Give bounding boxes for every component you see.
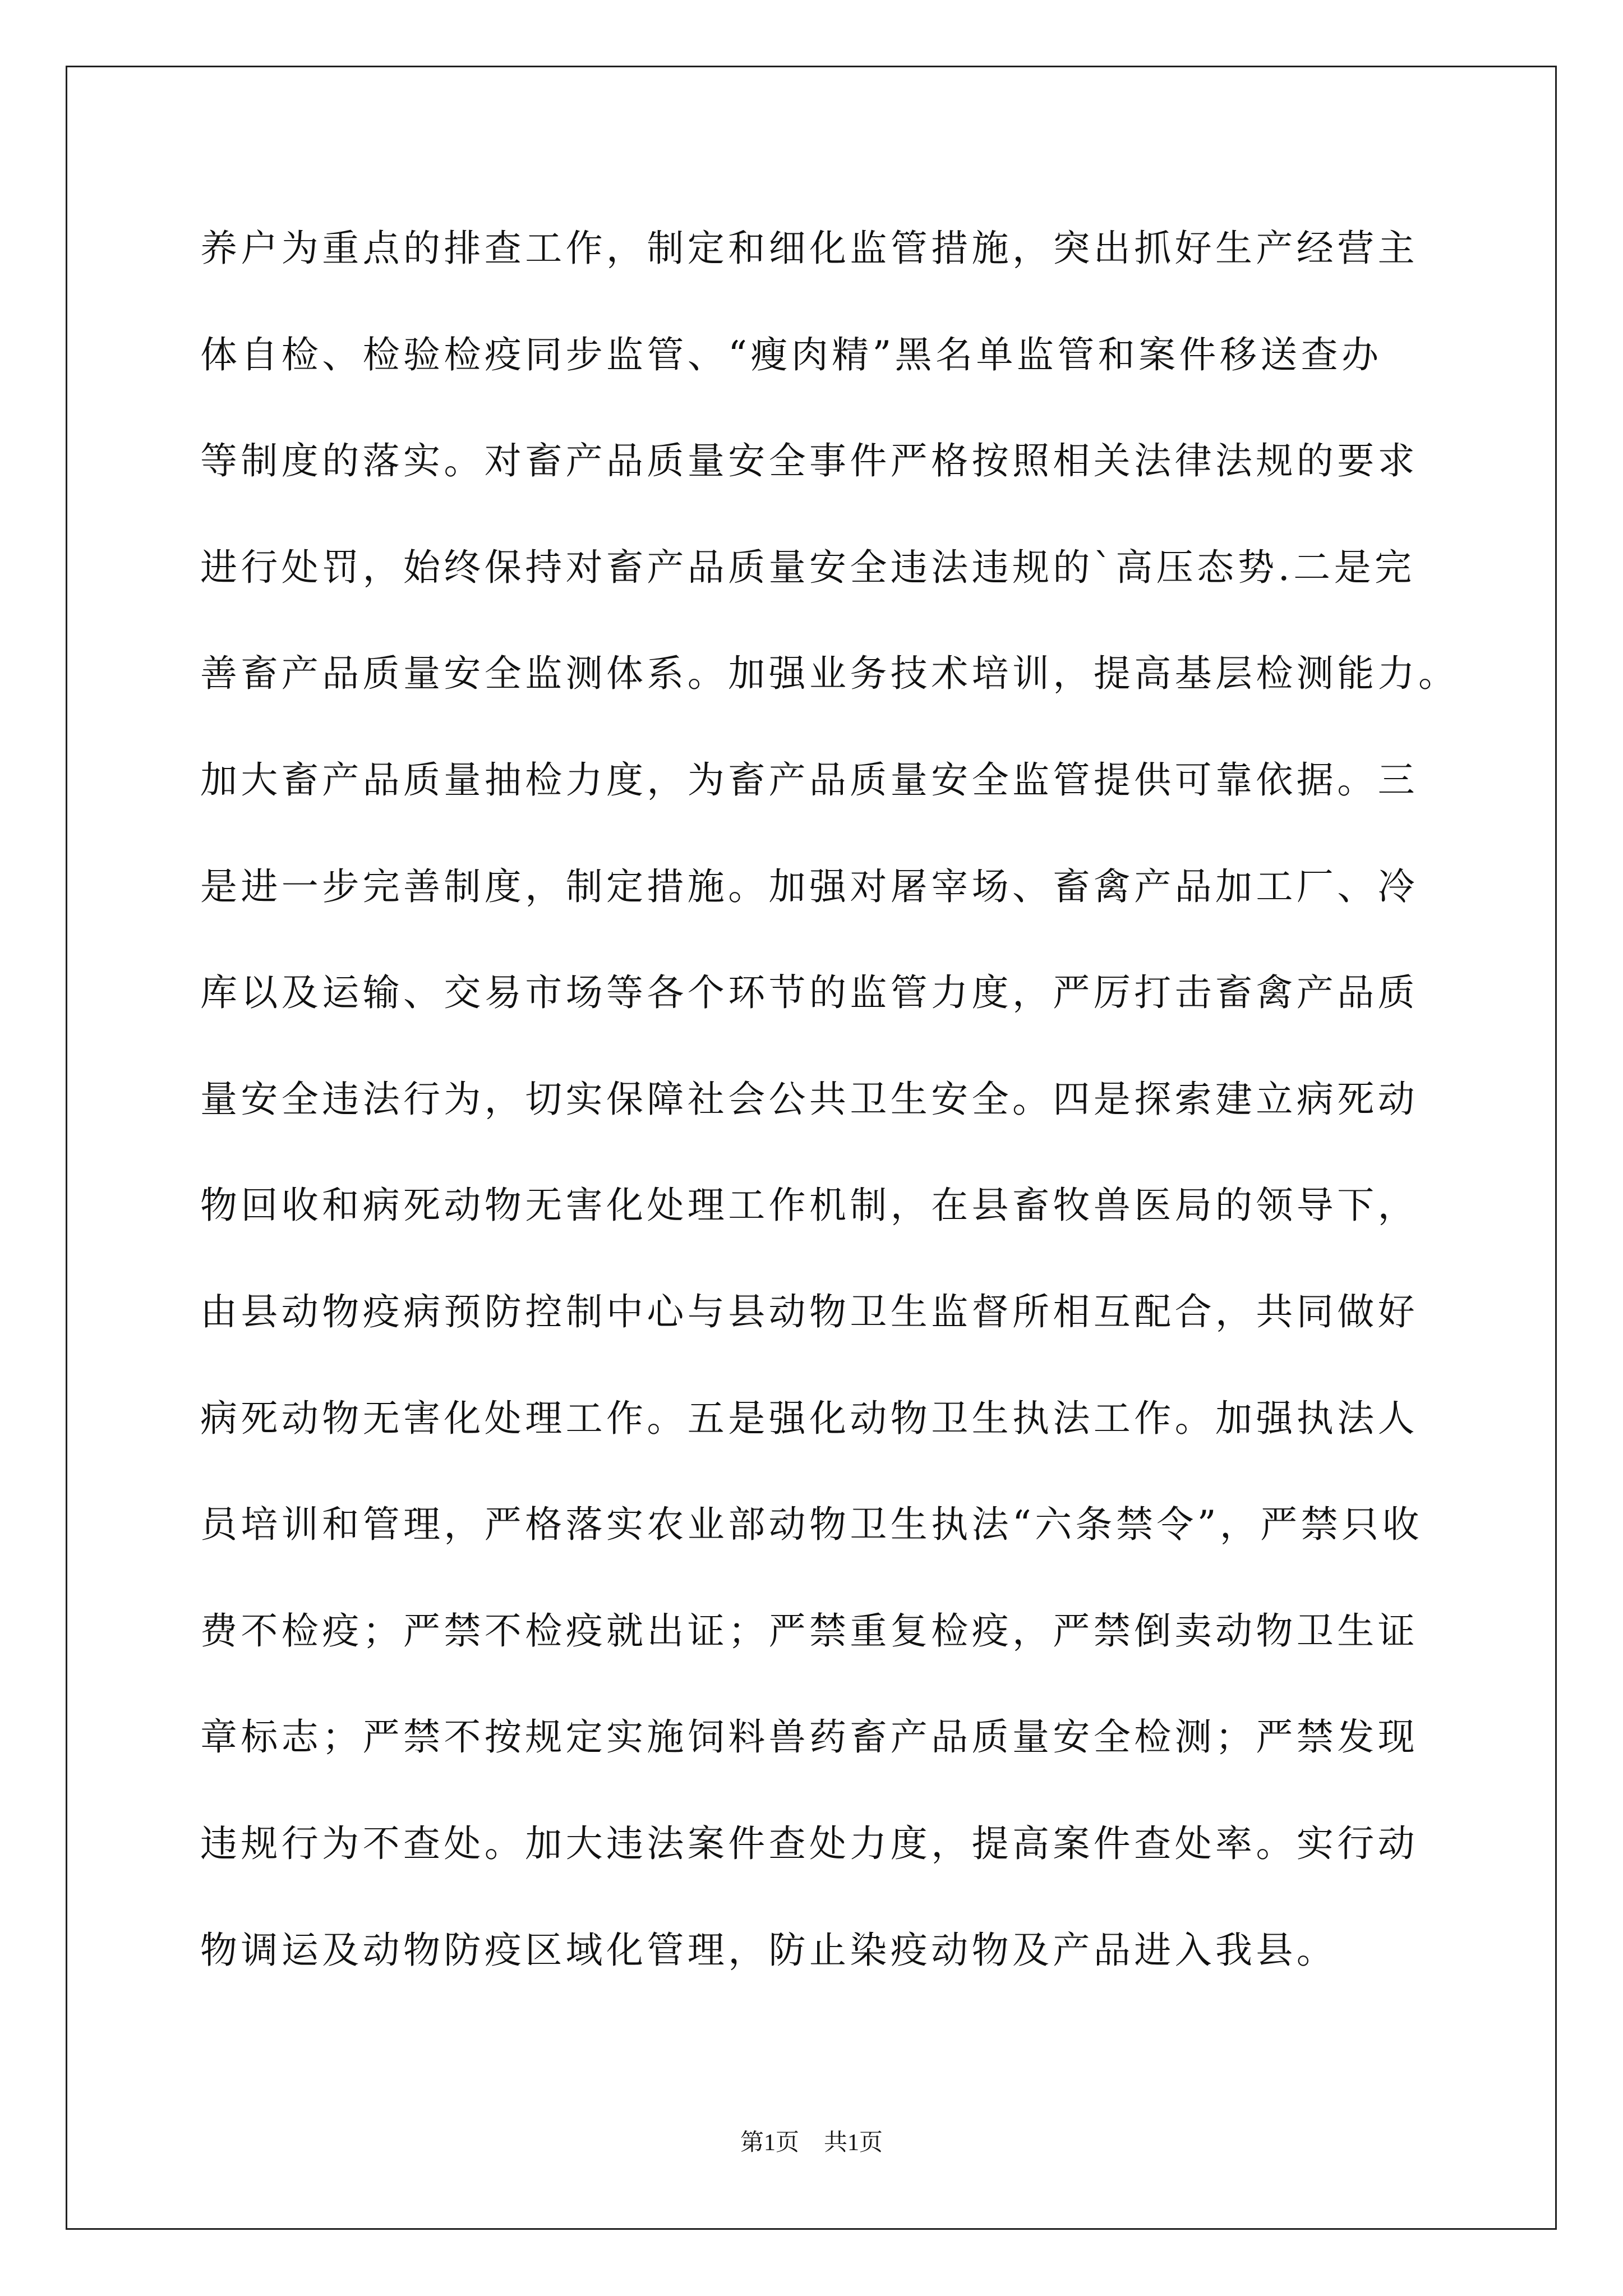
text-line: 章标志；严禁不按规定实施饲料兽药畜产品质量安全检测；严禁发现 — [200, 1715, 1418, 1759]
text-line: 进行处罚，始终保持对畜产品质量安全违法违规的`高压态势.二是完 — [200, 545, 1415, 589]
text-line: 违规行为不查处。加大违法案件查处力度，提高案件查处率。实行动 — [200, 1821, 1418, 1865]
text-line: 等制度的落实。对畜产品质量安全事件严格按照相关法律法规的要求 — [200, 439, 1418, 483]
text-line: 由县动物疫病预防控制中心与县动物卫生监督所相互配合，共同做好 — [200, 1290, 1418, 1333]
page-count: 共1页 — [824, 2130, 883, 2156]
text-line: 库以及运输、交易市场等各个环节的监管力度，严厉打击畜禽产品质 — [200, 971, 1418, 1015]
text-line: 善畜产品质量安全监测体系。加强业务技术培训，提高基层检测能力。 — [200, 652, 1459, 696]
page-number: 第1页 — [740, 2130, 799, 2156]
text-line: 病死动物无害化处理工作。五是强化动物卫生执法工作。加强执法人 — [200, 1396, 1418, 1440]
body-text — [200, 195, 1535, 2003]
page-footer — [0, 2129, 1623, 2157]
text-line: 量安全违法行为，切实保障社会公共卫生安全。四是探索建立病死动 — [200, 1077, 1418, 1121]
text-line: 加大畜产品质量抽检力度，为畜产品质量安全监管提供可靠依据。三 — [200, 758, 1418, 802]
text-line: 是进一步完善制度，制定措施。加强对屠宰场、畜禽产品加工厂、冷 — [200, 864, 1418, 908]
text-line: 费不检疫；严禁不检疫就出证；严禁重复检疫，严禁倒卖动物卫生证 — [200, 1609, 1418, 1653]
text-line: 养户为重点的排查工作，制定和细化监管措施，突出抓好生产经营主 — [200, 227, 1418, 270]
text-line: 体自检、检验检疫同步监管、“瘦肉精”黑名单监管和案件移送查办 — [200, 333, 1382, 376]
text-line: 物调运及动物防疫区域化管理，防止染疫动物及产品进入我县。 — [200, 1928, 1338, 1972]
text-line: 物回收和病死动物无害化处理工作机制，在县畜牧兽医局的领导下， — [200, 1184, 1418, 1227]
text-line: 员培训和管理，严格落实农业部动物卫生执法“六条禁令”，严禁只收 — [200, 1503, 1423, 1547]
